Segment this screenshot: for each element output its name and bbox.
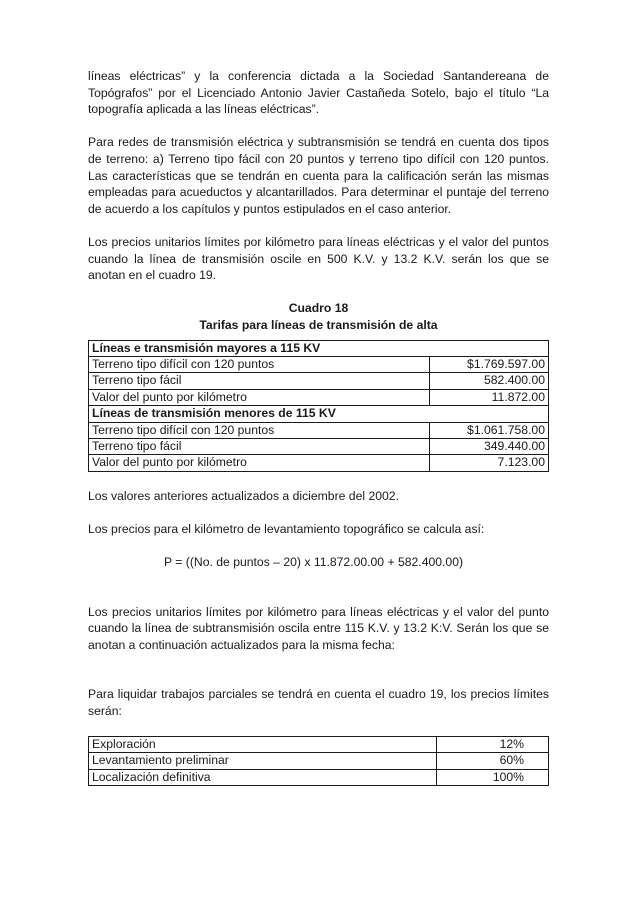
partial-work-table: [88, 736, 549, 786]
table-section-heading: [89, 340, 549, 356]
row-value: 11.872.00: [430, 389, 549, 405]
table-row: [89, 373, 549, 389]
row-value: 7.123.00: [430, 455, 549, 471]
row-value: 100%: [437, 769, 549, 785]
row-value: $1.769.597.00: [430, 356, 549, 372]
row-label: Terreno tipo difícil con 120 puntos: [89, 422, 430, 438]
section-heading-cell: Líneas e transmisión mayores a 115 KV: [89, 340, 549, 356]
row-value: 582.400.00: [430, 373, 549, 389]
paragraph-partial-work: Para liquidar trabajos parciales se tendrá en cuenta el cuadro 19, los precios límites serán:: [88, 687, 549, 718]
table-title: Cuadro 18: [288, 301, 349, 316]
table-row: [89, 389, 549, 405]
section-heading-cell: Líneas de transmisión menores de 115 KV: [89, 406, 549, 422]
table-section-heading: [89, 406, 549, 422]
row-label: Valor del punto por kilómetro: [89, 455, 430, 471]
paragraph-formula-intro: Los precios para el kilómetro de levantamiento topográfico se calcula así:: [88, 521, 485, 536]
row-label: Terreno tipo fácil: [89, 438, 430, 454]
row-label: Terreno tipo difícil con 120 puntos: [89, 356, 430, 372]
table-title-block: [88, 300, 549, 333]
row-label: Localización definitiva: [89, 769, 437, 785]
paragraph-updated: Los valores anteriores actualizados a diciembre del 2002.: [88, 488, 399, 503]
table-row: [89, 356, 549, 372]
table-row: [89, 438, 549, 454]
row-label: Levantamiento preliminar: [89, 753, 437, 769]
document-page: [88, 68, 549, 786]
row-value: 349.440.00: [430, 438, 549, 454]
paragraph-intro: líneas eléctricas” y la conferencia dictada a la Sociedad Santandereana de Topógrafos” por el Licenciado Antonio Javier Castañeda Sotelo, bajo el título “La topografía aplicada a las líneas eléctricas”.: [88, 69, 549, 117]
table-row: [89, 736, 549, 752]
row-label: Terreno tipo fácil: [89, 373, 430, 389]
paragraph-terrain-types: Para redes de transmisión eléctrica y subtransmisión se tendrá en cuenta dos tipos de terreno: a) Terreno tipo fácil con 20 puntos y terreno tipo difícil con 120 puntos. Las características que se tendrán en cuenta para la calificación serán las mismas empleadas para acueductos y alcantarillados. Para determinar el puntaje del terreno de acuerdo a los capítulos y puntos estipulados en el caso anterior.: [88, 135, 549, 216]
table-row: [89, 753, 549, 769]
tariff-table: [88, 340, 549, 472]
table-row: [89, 422, 549, 438]
row-label: Exploración: [89, 736, 437, 752]
table-row: [89, 769, 549, 785]
row-label: Valor del punto por kilómetro: [89, 389, 430, 405]
paragraph-unit-prices: Los precios unitarios límites por kilómetro para líneas eléctricas y el valor del puntos cuando la línea de transmisión oscile en 500 K.V. y 13.2 K.V. serán los que se anotan en el cuadro 19.: [88, 234, 549, 283]
row-value: $1.061.758.00: [430, 422, 549, 438]
row-value: 12%: [437, 736, 549, 752]
table-subtitle: Tarifas para líneas de transmisión de alta: [199, 317, 438, 332]
row-value: 60%: [437, 753, 549, 769]
formula: P = ((No. de puntos – 20) x 11.872.00.00 + 582.400.00): [164, 555, 464, 570]
paragraph-subtransmission: Los precios unitarios límites por kilómetro para líneas eléctricas y el valor del punto cuando la línea de subtransmisión oscila entre 115 K.V. y 13.2 K:V. Serán los que se anotan a continuación actualizados para la misma fecha:: [88, 604, 549, 652]
table-row: [89, 455, 549, 471]
